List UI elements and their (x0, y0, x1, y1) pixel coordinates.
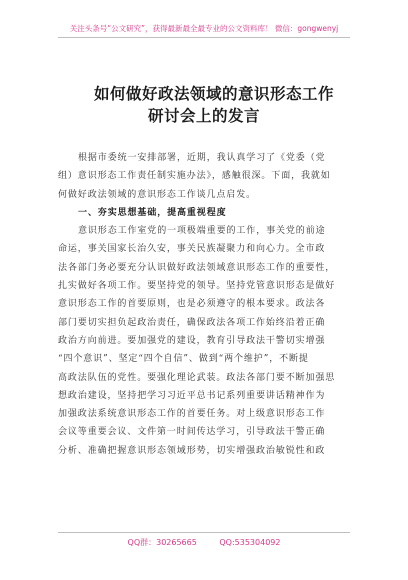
document-body (58, 149, 350, 460)
paragraph-line: 分析、准确把握意识形态领域形势，切实增强政治敏锐性和政 (58, 445, 326, 456)
paragraph-line: 高政法队伍的党性。要强化理论武装。政法各部门要不断加强思 (58, 372, 336, 383)
paragraph-line: 加强政法系统意识形态工作的首要任务。对上级意识形态工作 (58, 409, 326, 420)
footer-note (0, 537, 408, 548)
paragraph-line: “四个意识”、坚定“四个自信”、做到“两个维护”，不断提 (58, 354, 309, 365)
header-note: 关注头条号“公文研究”，获得最新最全最专业的公文资料库！ 微信：gongwenyj (69, 24, 339, 33)
paragraph-line: 法各部门务必要充分认识做好政法领域意识形态工作的重要性， (58, 262, 336, 273)
paragraph-line: 想政治建设，坚持把学习习近平总书记系列重要讲话精神作为 (58, 390, 326, 401)
paragraph-line: 政治方向前进。要加强党的建设，教育引导政法干警切实增强 (58, 335, 326, 346)
header-divider (58, 37, 350, 38)
paragraph-line: 组）意识形态工作责任制实施办法》，感触很深。下面，我就如 (58, 171, 331, 182)
paragraph-line: 何做好政法领域的意识形态工作谈几点启发。 (58, 189, 257, 200)
footer-qq: QQ:535304092 (219, 538, 281, 547)
paragraph-line: 部门要切实担负起政治责任，确保政法各项工作始终沿着正确 (58, 317, 326, 328)
paragraph-line: 命运，事关国家长治久安，事关民族凝聚力和向心力。全市政 (58, 244, 326, 255)
paragraph-line: 意识形态工作室党的一项极端重要的工作，事关党的前途 (78, 226, 326, 237)
paragraph-line: 会议等重要会议、文件第一时间传达学习，引导政法干警正确 (58, 427, 326, 438)
footer-qq-group: QQ群：30265665 (127, 538, 197, 547)
paragraph-line: 扎实做好各项工作。要坚持党的领导。坚持党管意识形态是做好 (58, 281, 336, 292)
section-heading: 一、夯实思想基础，提高重视程度 (78, 207, 227, 218)
document-title-line-2: 研讨会上的发言 (147, 106, 260, 125)
paragraph-line: 根据市委统一安排部署，近期，我认真学习了《党委（党 (78, 153, 326, 163)
footer-divider (58, 532, 350, 533)
paragraph-line: 意识形态工作的首要原则，也是必须遵守的根本要求。政法各 (58, 299, 326, 310)
document-title-line-1: 如何做好政法领域的意识形态工作 (93, 84, 334, 103)
